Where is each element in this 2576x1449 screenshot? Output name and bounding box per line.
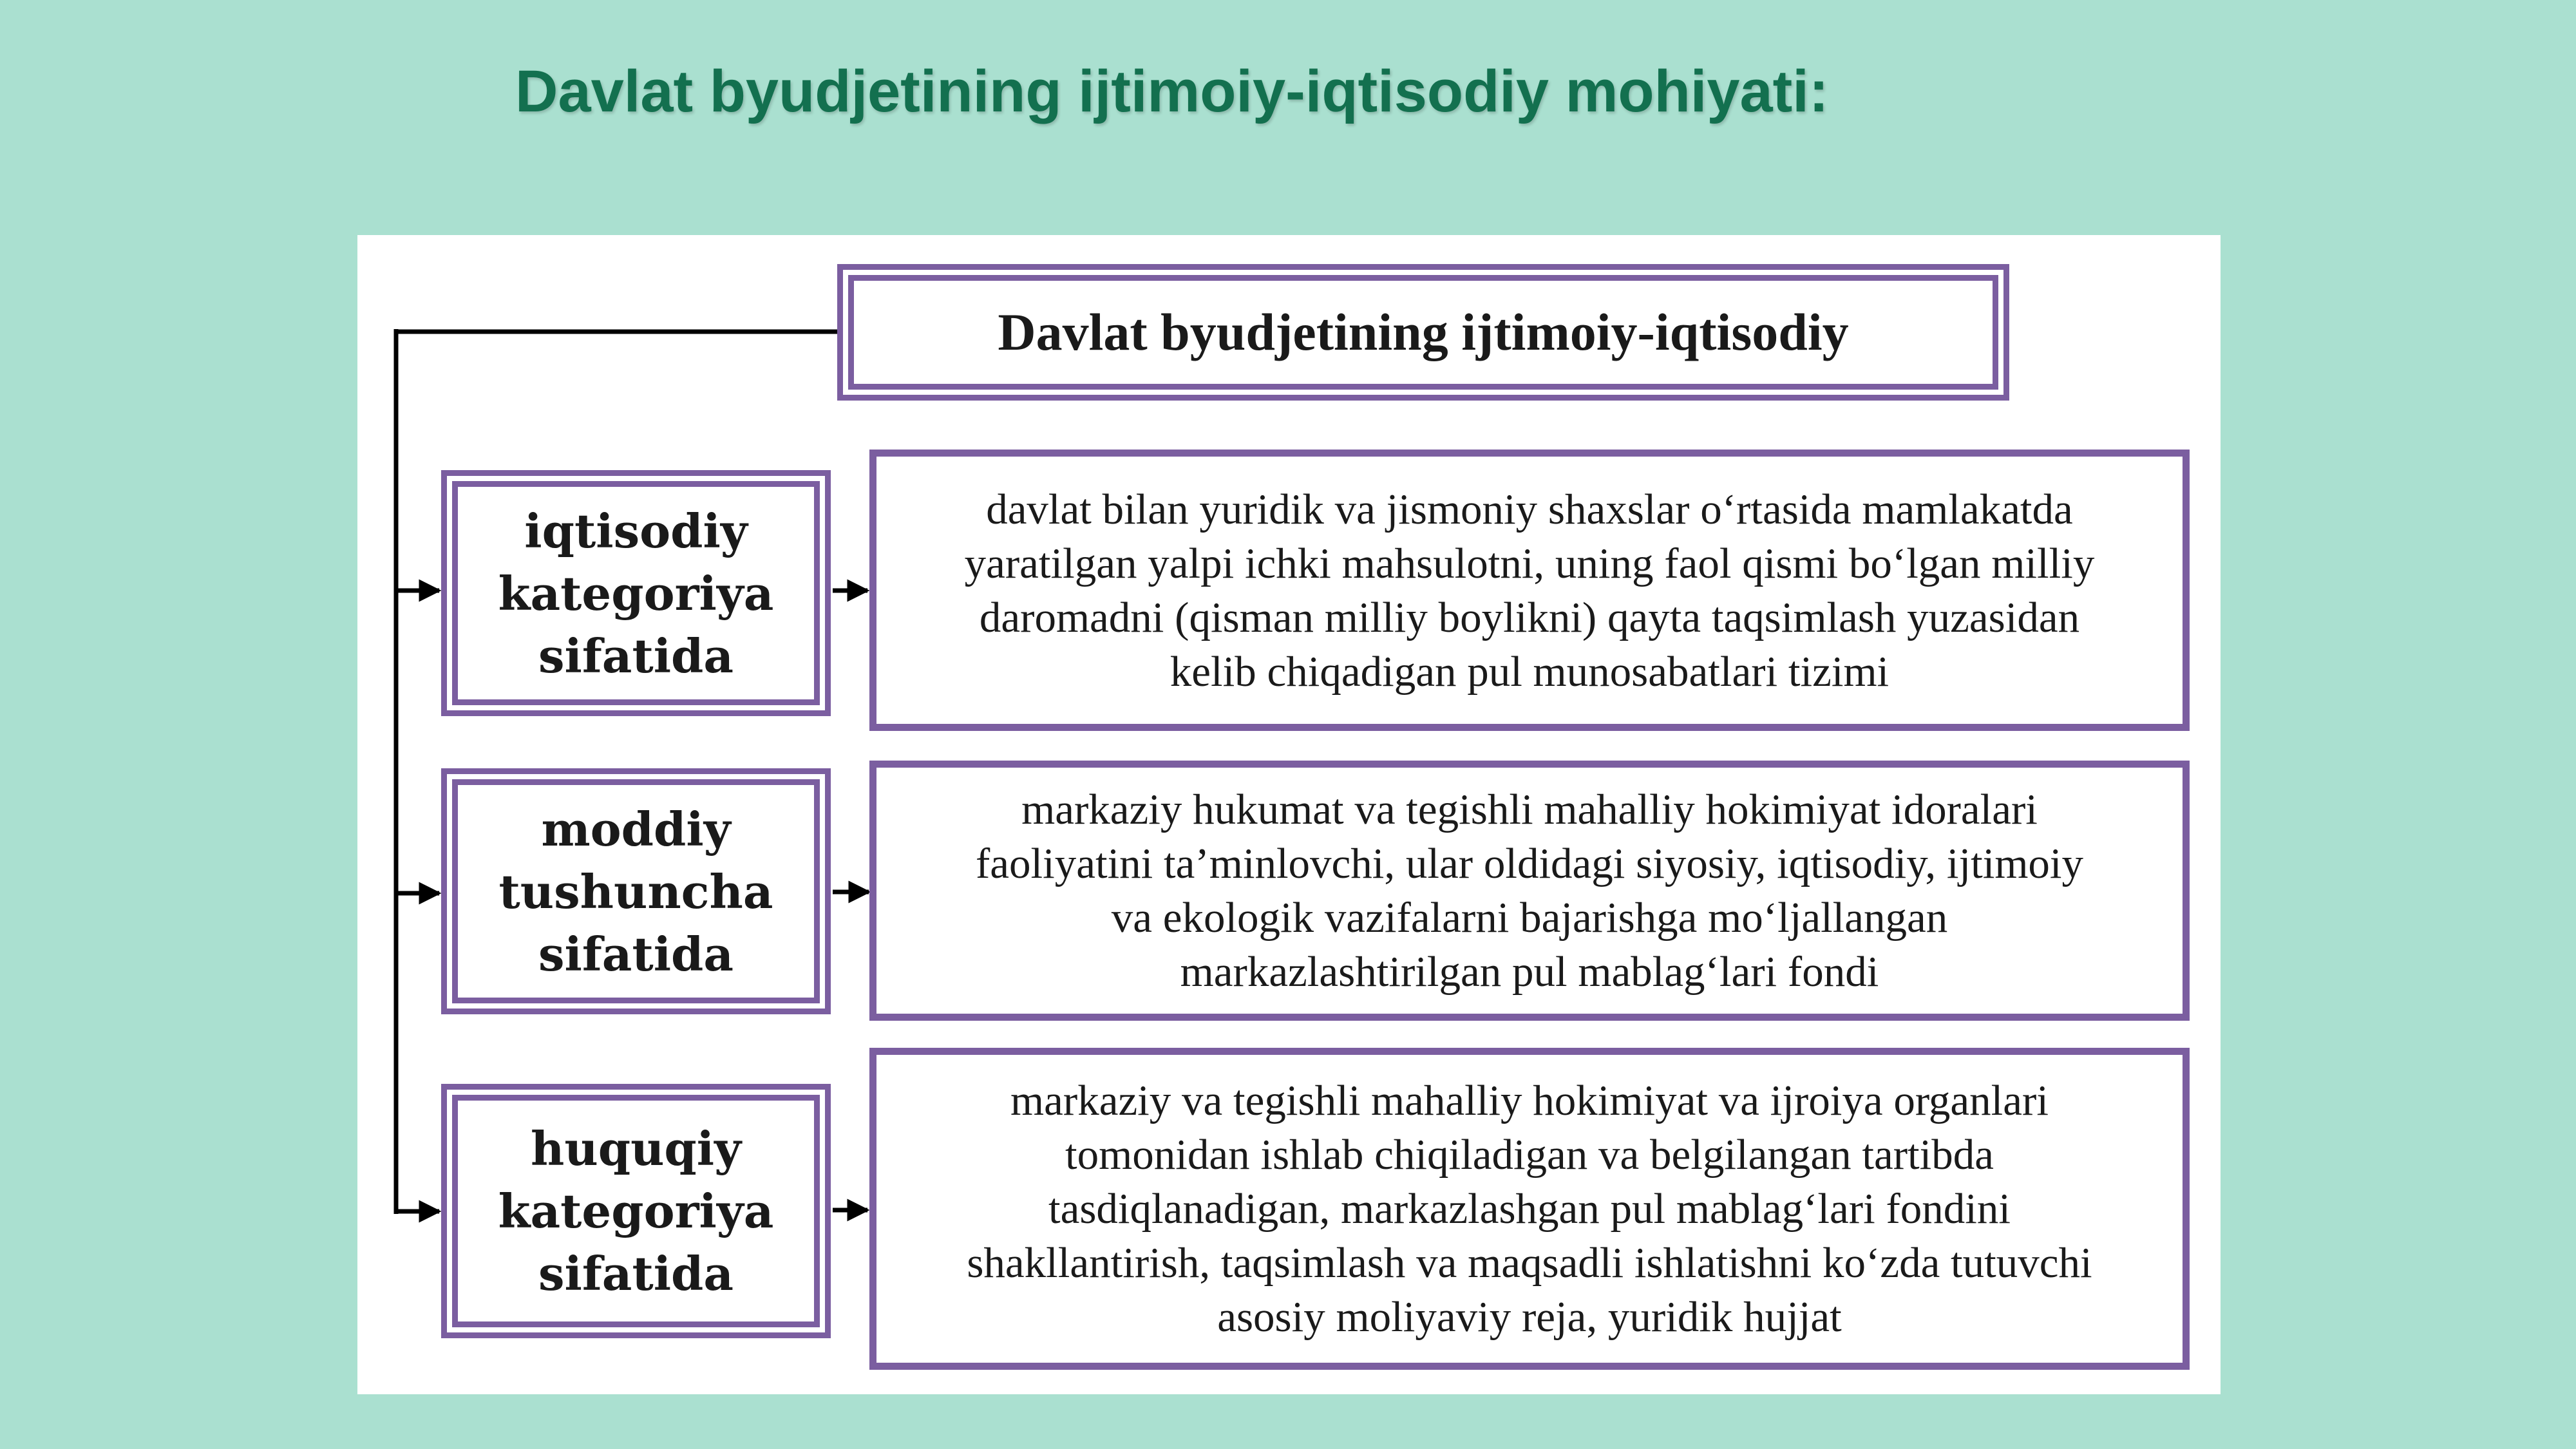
diagram-header-text: Davlat byudjetining ijtimoiy-iqtisodiy	[998, 303, 1849, 361]
description-line: markazlashtirilgan pul mablag‘lari fondi	[1180, 948, 1879, 996]
category-line: sifatida	[538, 628, 734, 683]
description-line: davlat bilan yuridik va jismoniy shaxslar o‘rtasida mamlakatda	[986, 485, 2073, 533]
category-line: kategoriya	[498, 565, 774, 621]
description-line: yaratilgan yalpi ichki mahsulotni, uning faol qismi bo‘lgan milliy	[964, 539, 2095, 587]
description-line: faoliyatini ta’minlovchi, ular oldidagi siyosiy, iqtisodiy, ijtimoiy	[975, 840, 2084, 887]
description-line: tasdiqlanadigan, markazlashgan pul mablag‘lari fondini	[1048, 1185, 2011, 1233]
category-line: sifatida	[538, 926, 734, 981]
category-line: huquqiy	[531, 1121, 741, 1176]
description-box-huquqiy	[869, 1048, 2190, 1370]
description-box-iqtisodiy	[869, 450, 2190, 731]
category-box-moddiy	[441, 768, 831, 1014]
description-line: shakllantirish, taqsimlash va maqsadli ishlatishni ko‘zda tutuvchi	[967, 1239, 2092, 1287]
category-text	[498, 798, 773, 985]
description-line: asosiy moliyaviy reja, yuridik hujjat	[1217, 1293, 1842, 1341]
description-line: markaziy hukumat va tegishli mahalliy hokimiyat idoralari	[1021, 786, 2038, 833]
category-box-iqtisodiy	[441, 470, 831, 716]
description-line: va ekologik vazifalarni bajarishga mo‘ljallangan	[1111, 894, 1948, 942]
diagram-header-box	[837, 264, 2009, 401]
description-line: daromadni (qisman milliy boylikni) qayta taqsimlash yuzasidan	[979, 593, 2080, 641]
category-line: tushuncha	[498, 864, 773, 919]
description-line: tomonidan ishlab chiqiladigan va belgilangan tartibda	[1065, 1131, 1994, 1179]
description-box-moddiy	[869, 761, 2190, 1021]
slide-title: Davlat byudjetining ijtimoiy-iqtisodiy mohiyati:	[515, 59, 1829, 124]
description-text	[976, 782, 2083, 999]
category-line: iqtisodiy	[524, 503, 748, 558]
category-box-huquqiy	[441, 1084, 831, 1338]
category-line: kategoriya	[498, 1184, 774, 1238]
category-text	[498, 1117, 774, 1305]
category-line: moddiy	[541, 801, 731, 857]
budget-diagram	[357, 235, 2221, 1394]
description-line: kelib chiqadigan pul munosabatlari tizimi	[1170, 647, 1889, 696]
description-text	[965, 482, 2095, 699]
description-line: markaziy va tegishli mahalliy hokimiyat va ijroiya organlari	[1010, 1077, 2049, 1124]
description-text	[967, 1074, 2092, 1344]
category-line: sifatida	[538, 1246, 734, 1301]
category-text	[498, 500, 774, 687]
